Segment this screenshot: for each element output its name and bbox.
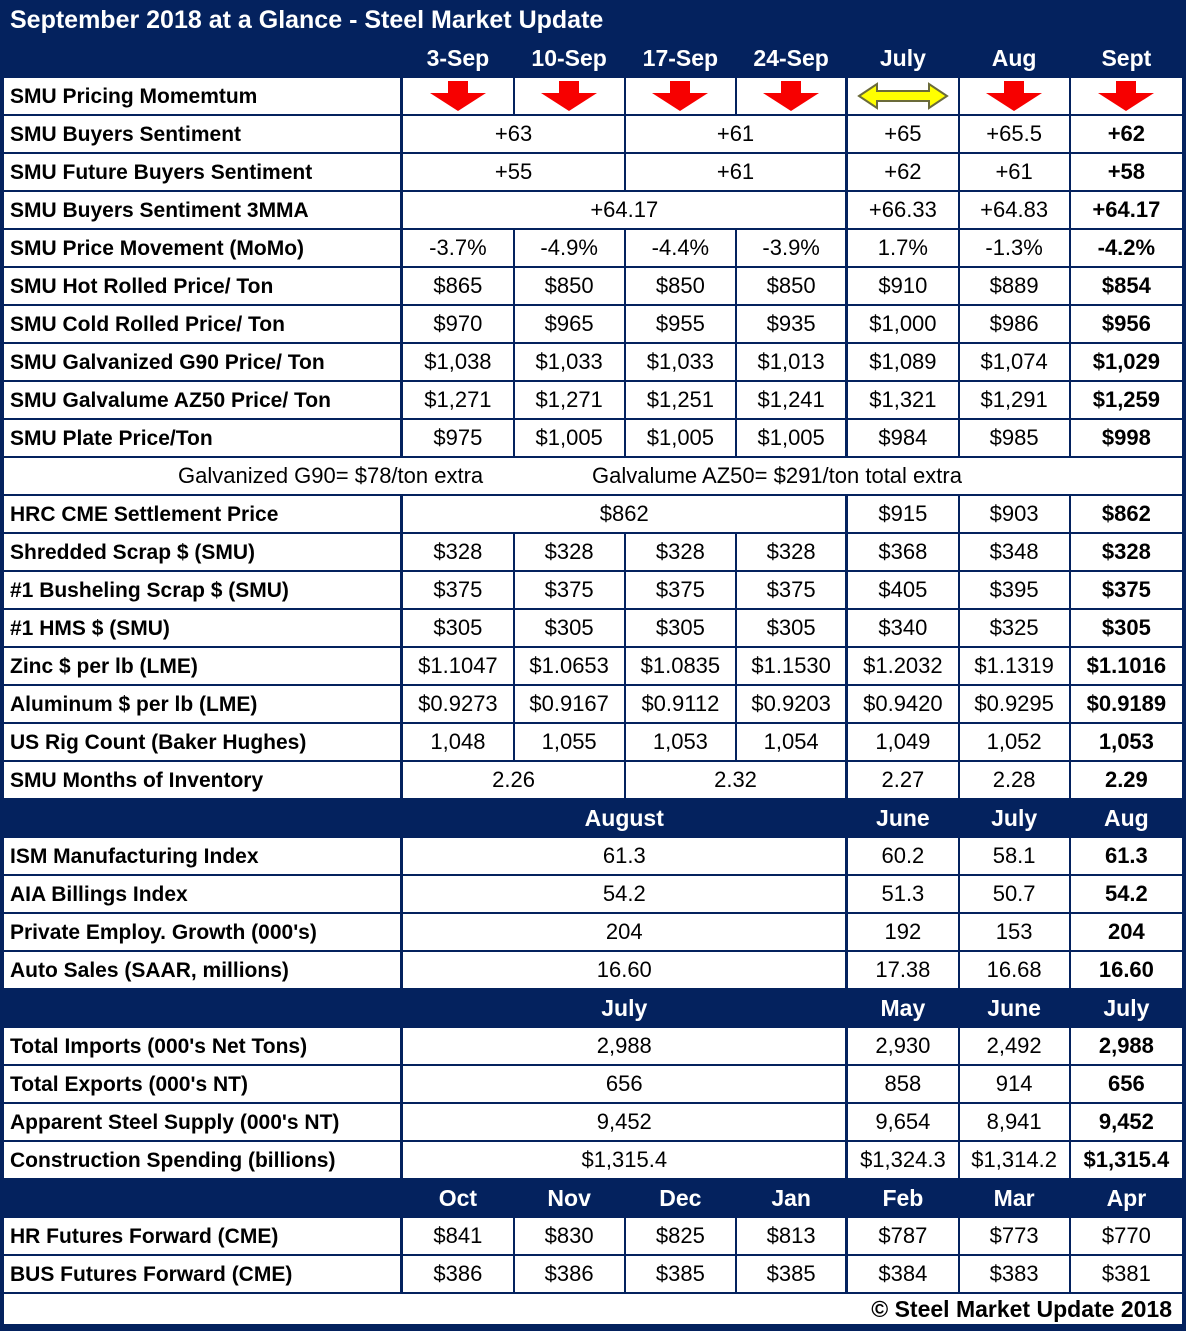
value-cell: $965 xyxy=(515,306,626,342)
row-label: SMU Months of Inventory xyxy=(4,762,403,798)
value-cell: $1,324.3 xyxy=(848,1142,959,1178)
value-cell: $305 xyxy=(515,610,626,646)
value-cell: $381 xyxy=(1101,1261,1151,1286)
value-cell: $1,005 xyxy=(737,420,848,456)
value-cell: 17.38 xyxy=(848,952,959,988)
value-cell: $1.2032 xyxy=(848,648,959,684)
value-cell: 1,053 xyxy=(626,724,737,760)
value-cell: 1,048 xyxy=(403,724,514,760)
value-cell: -3.7% xyxy=(403,230,514,266)
value-cell: $830 xyxy=(515,1218,626,1254)
value-cell: 192 xyxy=(848,914,959,950)
col-header: July xyxy=(960,800,1071,836)
col-header: July xyxy=(403,990,848,1026)
value-cell: +64.17 xyxy=(403,192,848,228)
value-cell: 914 xyxy=(960,1066,1071,1102)
value-cell: $1,033 xyxy=(515,344,626,380)
value-cell: $0.9189 xyxy=(1086,691,1167,716)
value-cell: +61 xyxy=(626,116,849,152)
value-cell: $850 xyxy=(626,268,737,304)
row-label: #1 Busheling Scrap $ (SMU) xyxy=(4,572,403,608)
value-cell: $862 xyxy=(1101,501,1151,526)
value-cell: 1,053 xyxy=(1098,729,1154,754)
value-cell: +65 xyxy=(848,116,959,152)
row-label: SMU Pricing Momemtum xyxy=(4,78,403,114)
row-label: Aluminum $ per lb (LME) xyxy=(4,686,403,722)
value-cell: $328 xyxy=(737,534,848,570)
sideways-arrow-icon xyxy=(848,78,957,114)
value-cell: $1,315.4 xyxy=(403,1142,848,1178)
col-header: Feb xyxy=(848,1180,959,1216)
value-cell: -3.9% xyxy=(737,230,848,266)
value-cell: $375 xyxy=(403,572,514,608)
page-title: September 2018 at a Glance - Steel Market Update xyxy=(4,0,1182,40)
row-label: SMU Hot Rolled Price/ Ton xyxy=(4,268,403,304)
row-label: SMU Galvalume AZ50 Price/ Ton xyxy=(4,382,403,418)
section-header-futures xyxy=(4,1180,1182,1218)
value-cell: $1,271 xyxy=(403,382,514,418)
value-cell: 1,049 xyxy=(848,724,959,760)
value-cell: $1,038 xyxy=(403,344,514,380)
col-header: May xyxy=(848,990,959,1026)
value-cell: $865 xyxy=(403,268,514,304)
col-header: Dec xyxy=(626,1180,737,1216)
row-label: SMU Plate Price/Ton xyxy=(4,420,403,456)
value-cell: 656 xyxy=(403,1066,848,1102)
galvanized-extra-note: Galvanized G90= $78/ton extra xyxy=(178,463,484,488)
value-cell: $825 xyxy=(626,1218,737,1254)
value-cell: +61 xyxy=(626,154,849,190)
down-arrow-icon xyxy=(960,78,1069,114)
row-busheling-scrap xyxy=(4,572,1182,610)
value-cell: $385 xyxy=(737,1256,848,1292)
row-label: HRC CME Settlement Price xyxy=(4,496,403,532)
row-label: SMU Buyers Sentiment xyxy=(4,116,403,152)
value-cell: $375 xyxy=(626,572,737,608)
col-header: 17-Sep xyxy=(626,40,737,76)
value-cell: $998 xyxy=(1101,425,1151,450)
value-cell: $0.9295 xyxy=(960,686,1071,722)
value-cell: $395 xyxy=(960,572,1071,608)
value-cell: $1,321 xyxy=(848,382,959,418)
value-cell: $305 xyxy=(1101,615,1151,640)
value-cell: $770 xyxy=(1101,1223,1151,1248)
value-cell: +62 xyxy=(848,154,959,190)
value-cell: $1,074 xyxy=(960,344,1071,380)
col-header: Aug xyxy=(960,40,1071,76)
value-cell: $970 xyxy=(403,306,514,342)
momentum-cell xyxy=(848,78,959,114)
value-cell: $889 xyxy=(960,268,1071,304)
row-total-exports xyxy=(4,1066,1182,1104)
value-cell: $850 xyxy=(515,268,626,304)
value-cell: -4.2% xyxy=(1097,235,1156,260)
value-cell: $1,005 xyxy=(515,420,626,456)
value-cell: +55 xyxy=(403,154,625,190)
value-cell: $1,005 xyxy=(626,420,737,456)
value-cell: $385 xyxy=(626,1256,737,1292)
value-cell: $0.9203 xyxy=(737,686,848,722)
value-cell: 1,055 xyxy=(515,724,626,760)
row-label: BUS Futures Forward (CME) xyxy=(4,1256,403,1292)
value-cell: 2.26 xyxy=(403,762,625,798)
value-cell: +66.33 xyxy=(848,192,959,228)
value-cell: 153 xyxy=(960,914,1071,950)
value-cell: $368 xyxy=(848,534,959,570)
row-hrc-cme xyxy=(4,496,1182,534)
value-cell: +64.17 xyxy=(1092,197,1161,222)
row-aia xyxy=(4,876,1182,914)
value-cell: $0.9273 xyxy=(403,686,514,722)
value-cell: 9,452 xyxy=(403,1104,848,1140)
value-cell: 1,052 xyxy=(960,724,1071,760)
value-cell: $405 xyxy=(848,572,959,608)
value-cell: $841 xyxy=(403,1218,514,1254)
value-cell: $1,241 xyxy=(737,382,848,418)
value-cell: $0.9167 xyxy=(515,686,626,722)
row-shredded-scrap xyxy=(4,534,1182,572)
row-label: SMU Future Buyers Sentiment xyxy=(4,154,403,190)
value-cell: $348 xyxy=(960,534,1071,570)
value-cell: $328 xyxy=(1101,539,1151,564)
value-cell: $903 xyxy=(960,496,1071,532)
col-header: 24-Sep xyxy=(737,40,848,76)
value-cell: $975 xyxy=(403,420,514,456)
momentum-cell xyxy=(403,78,514,114)
row-hot-rolled xyxy=(4,268,1182,306)
row-label: SMU Price Movement (MoMo) xyxy=(4,230,403,266)
value-cell: 2.28 xyxy=(960,762,1071,798)
momentum-cell xyxy=(1071,78,1182,114)
value-cell: $0.9112 xyxy=(626,686,737,722)
col-header: July xyxy=(1103,994,1150,1021)
value-cell: 61.3 xyxy=(1104,843,1148,868)
value-cell: $384 xyxy=(848,1256,959,1292)
value-cell: $1,029 xyxy=(1092,349,1161,374)
value-cell: 2,988 xyxy=(403,1028,848,1064)
value-cell: $328 xyxy=(403,534,514,570)
value-cell: $1,251 xyxy=(626,382,737,418)
row-label: ISM Manufacturing Index xyxy=(4,838,403,874)
value-cell: $1,089 xyxy=(848,344,959,380)
value-cell: 58.1 xyxy=(960,838,1071,874)
value-cell: $854 xyxy=(1101,273,1151,298)
value-cell: $850 xyxy=(737,268,848,304)
row-ism xyxy=(4,838,1182,876)
value-cell: $984 xyxy=(848,420,959,456)
value-cell: 16.60 xyxy=(403,952,848,988)
row-label: Zinc $ per lb (LME) xyxy=(4,648,403,684)
row-auto-sales xyxy=(4,952,1182,990)
row-hr-futures xyxy=(4,1218,1182,1256)
value-cell: 1.7% xyxy=(848,230,959,266)
value-cell: $386 xyxy=(515,1256,626,1292)
row-rig-count xyxy=(4,724,1182,762)
col-header: June xyxy=(960,990,1071,1026)
value-cell: $985 xyxy=(960,420,1071,456)
value-cell: 204 xyxy=(403,914,848,950)
header-spacer xyxy=(4,40,403,76)
down-arrow-icon xyxy=(403,78,512,114)
row-bus-futures xyxy=(4,1256,1182,1294)
row-label: AIA Billings Index xyxy=(4,876,403,912)
row-label: SMU Cold Rolled Price/ Ton xyxy=(4,306,403,342)
value-cell: 16.68 xyxy=(960,952,1071,988)
value-cell: $1,314.2 xyxy=(960,1142,1071,1178)
value-cell: $1,033 xyxy=(626,344,737,380)
value-cell: $813 xyxy=(737,1218,848,1254)
value-cell: 2,930 xyxy=(848,1028,959,1064)
value-cell: $386 xyxy=(403,1256,514,1292)
value-cell: $0.9420 xyxy=(848,686,959,722)
value-cell: $340 xyxy=(848,610,959,646)
value-cell: $305 xyxy=(626,610,737,646)
value-cell: +62 xyxy=(1107,121,1146,146)
row-label: SMU Galvanized G90 Price/ Ton xyxy=(4,344,403,380)
value-cell: 61.3 xyxy=(403,838,848,874)
row-extras-note xyxy=(4,458,1182,496)
value-cell: $1.0835 xyxy=(626,648,737,684)
header-spacer xyxy=(4,800,403,836)
col-header: August xyxy=(403,800,848,836)
value-cell: $1,315.4 xyxy=(1083,1147,1170,1172)
value-cell: $1.1047 xyxy=(403,648,514,684)
col-header: June xyxy=(848,800,959,836)
row-label: SMU Buyers Sentiment 3MMA xyxy=(4,192,403,228)
value-cell: 858 xyxy=(848,1066,959,1102)
down-arrow-icon xyxy=(515,78,624,114)
row-label: Construction Spending (billions) xyxy=(4,1142,403,1178)
row-future-buyers-sentiment xyxy=(4,154,1182,192)
value-cell: 51.3 xyxy=(848,876,959,912)
value-cell: +64.83 xyxy=(960,192,1071,228)
col-header: July xyxy=(848,40,959,76)
value-cell: -4.9% xyxy=(515,230,626,266)
value-cell: +61 xyxy=(960,154,1071,190)
column-header-row xyxy=(4,40,1182,78)
col-header: Apr xyxy=(1106,1184,1147,1211)
value-cell: $305 xyxy=(403,610,514,646)
header-spacer xyxy=(4,990,403,1026)
value-cell: $328 xyxy=(626,534,737,570)
value-cell: 2.27 xyxy=(848,762,959,798)
down-arrow-icon xyxy=(1071,78,1182,114)
col-header: 10-Sep xyxy=(515,40,626,76)
value-cell: $383 xyxy=(960,1256,1071,1292)
row-zinc xyxy=(4,648,1182,686)
row-plate xyxy=(4,420,1182,458)
row-label: US Rig Count (Baker Hughes) xyxy=(4,724,403,760)
row-buyers-sentiment xyxy=(4,116,1182,154)
row-buyers-sentiment-3mma xyxy=(4,192,1182,230)
row-label: Total Exports (000's NT) xyxy=(4,1066,403,1102)
galvalume-extra-note: Galvalume AZ50= $291/ton total extra xyxy=(592,463,962,488)
col-header: Mar xyxy=(960,1180,1071,1216)
momentum-cell xyxy=(515,78,626,114)
value-cell: -4.4% xyxy=(626,230,737,266)
col-header: Nov xyxy=(515,1180,626,1216)
momentum-cell xyxy=(737,78,848,114)
down-arrow-icon xyxy=(737,78,845,114)
col-header: Oct xyxy=(403,1180,514,1216)
value-cell: $325 xyxy=(960,610,1071,646)
value-cell: 2.32 xyxy=(626,762,849,798)
value-cell: 54.2 xyxy=(1104,881,1148,906)
momentum-cell xyxy=(626,78,737,114)
row-total-imports xyxy=(4,1028,1182,1066)
value-cell: 656 xyxy=(1108,1071,1145,1096)
row-construction-spending xyxy=(4,1142,1182,1180)
value-cell: 60.2 xyxy=(848,838,959,874)
value-cell: $915 xyxy=(848,496,959,532)
value-cell: 2,988 xyxy=(1098,1033,1154,1058)
copyright-text: © Steel Market Update 2018 xyxy=(4,1294,1182,1324)
value-cell: $375 xyxy=(1101,577,1151,602)
value-cell: $375 xyxy=(737,572,848,608)
row-apparent-supply xyxy=(4,1104,1182,1142)
row-galvalume-az50 xyxy=(4,382,1182,420)
value-cell: $1,271 xyxy=(515,382,626,418)
col-header: Sept xyxy=(1101,44,1152,71)
value-cell: $910 xyxy=(848,268,959,304)
col-header: Aug xyxy=(1104,804,1149,831)
value-cell: $1,291 xyxy=(960,382,1071,418)
row-pricing-momentum xyxy=(4,78,1182,116)
header-spacer xyxy=(4,1180,403,1216)
value-cell: 16.60 xyxy=(1098,957,1154,982)
value-cell: 50.7 xyxy=(960,876,1071,912)
bottom-border-strip xyxy=(4,1324,1182,1331)
value-cell: 204 xyxy=(1108,919,1145,944)
value-cell: 1,054 xyxy=(737,724,848,760)
value-cell: $935 xyxy=(737,306,848,342)
value-cell: $773 xyxy=(960,1218,1071,1254)
value-cell: $787 xyxy=(848,1218,959,1254)
value-cell: +63 xyxy=(403,116,625,152)
value-cell: $955 xyxy=(626,306,737,342)
row-cold-rolled xyxy=(4,306,1182,344)
row-galvanized-g90 xyxy=(4,344,1182,382)
value-cell: 8,941 xyxy=(960,1104,1071,1140)
value-cell: $1.1530 xyxy=(737,648,848,684)
value-cell: $956 xyxy=(1101,311,1151,336)
value-cell: $1,259 xyxy=(1092,387,1161,412)
value-cell: -1.3% xyxy=(960,230,1071,266)
row-label: Apparent Steel Supply (000's NT) xyxy=(4,1104,403,1140)
row-label: Auto Sales (SAAR, millions) xyxy=(4,952,403,988)
down-arrow-icon xyxy=(626,78,735,114)
momentum-cell xyxy=(960,78,1071,114)
row-aluminum xyxy=(4,686,1182,724)
row-label: #1 HMS $ (SMU) xyxy=(4,610,403,646)
value-cell: $328 xyxy=(515,534,626,570)
value-cell: 54.2 xyxy=(403,876,848,912)
row-private-employment xyxy=(4,914,1182,952)
row-price-movement xyxy=(4,230,1182,268)
value-cell: $986 xyxy=(960,306,1071,342)
col-header: 3-Sep xyxy=(403,40,514,76)
row-label: Private Employ. Growth (000's) xyxy=(4,914,403,950)
value-cell: 9,654 xyxy=(848,1104,959,1140)
value-cell: +65.5 xyxy=(960,116,1071,152)
value-cell: $375 xyxy=(515,572,626,608)
value-cell: $1.1319 xyxy=(960,648,1071,684)
row-label: Shredded Scrap $ (SMU) xyxy=(4,534,403,570)
value-cell: $1,013 xyxy=(737,344,848,380)
value-cell: 2.29 xyxy=(1104,767,1148,792)
section-header-monthly-2 xyxy=(4,990,1182,1028)
value-cell: $1.1016 xyxy=(1086,653,1167,678)
value-cell: $862 xyxy=(403,496,848,532)
row-months-inventory xyxy=(4,762,1182,800)
row-label: Total Imports (000's Net Tons) xyxy=(4,1028,403,1064)
value-cell: +58 xyxy=(1107,159,1146,184)
value-cell: 2,492 xyxy=(960,1028,1071,1064)
value-cell: 9,452 xyxy=(1098,1109,1154,1134)
row-label: HR Futures Forward (CME) xyxy=(4,1218,403,1254)
row-hms xyxy=(4,610,1182,648)
section-header-monthly-1 xyxy=(4,800,1182,838)
col-header: Jan xyxy=(737,1180,848,1216)
value-cell: $1,000 xyxy=(848,306,959,342)
value-cell: $305 xyxy=(737,610,848,646)
value-cell: $1.0653 xyxy=(515,648,626,684)
